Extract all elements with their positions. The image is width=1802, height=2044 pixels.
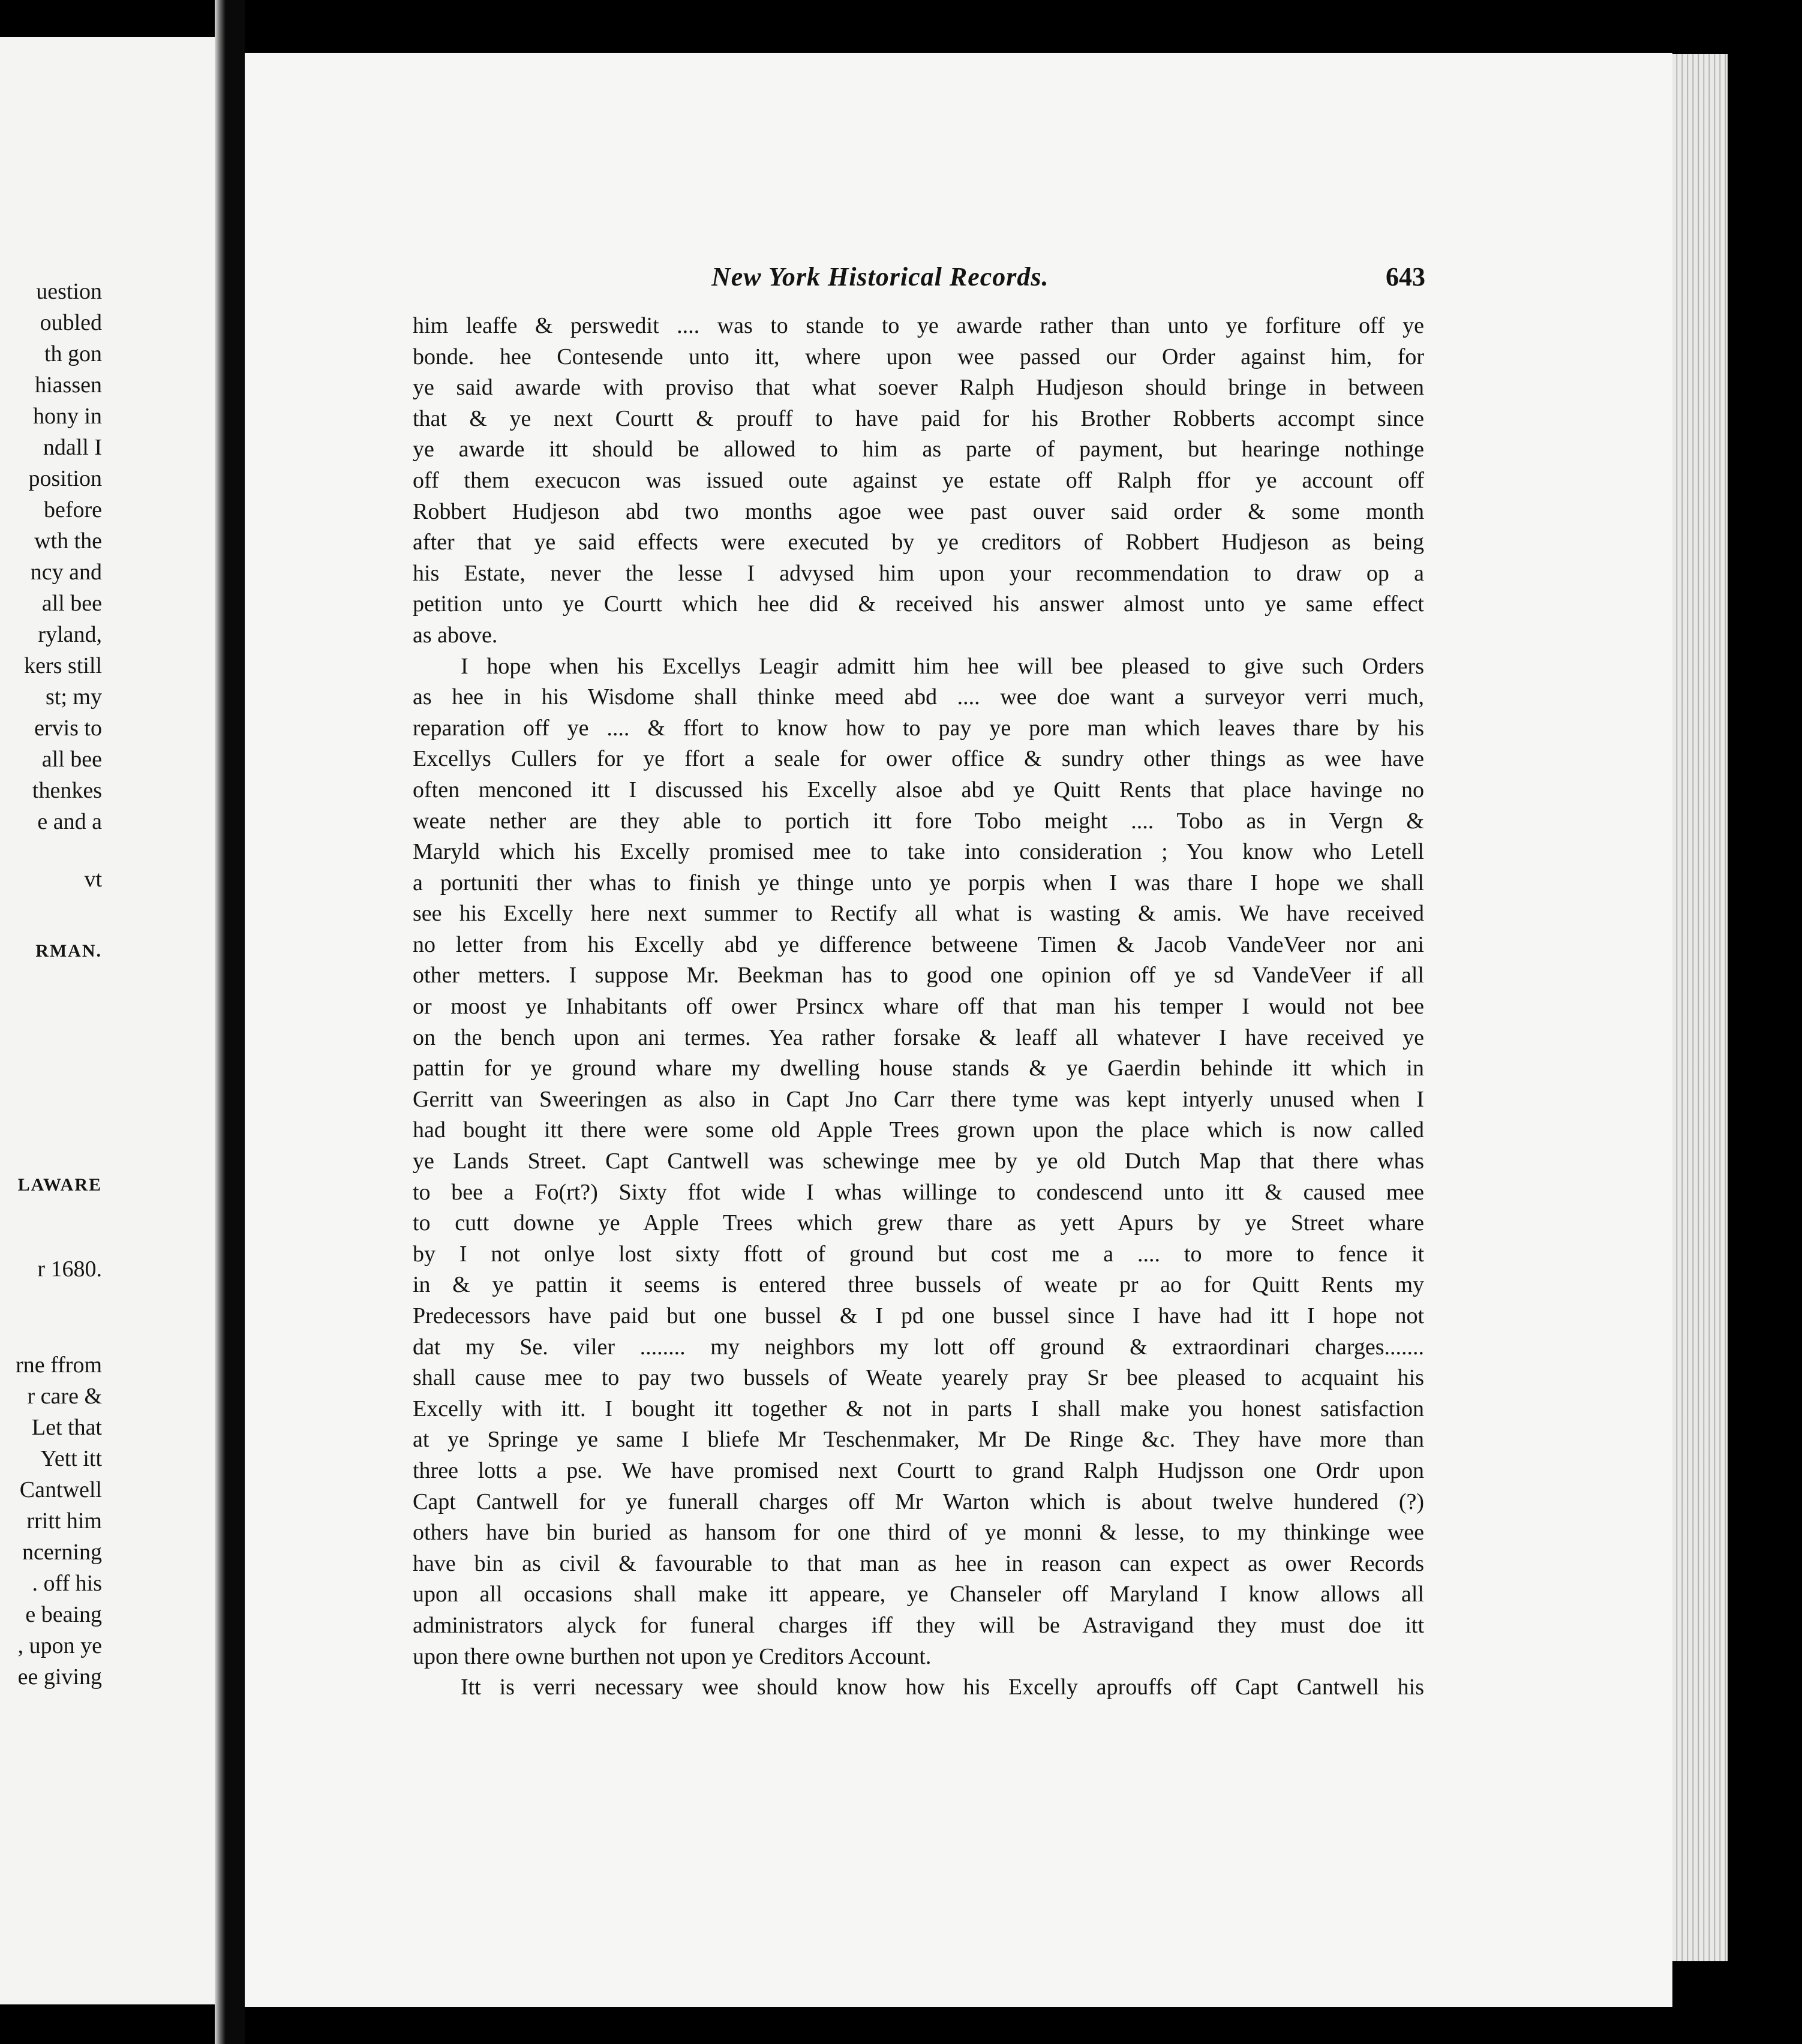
text-line: see his Excelly here next summer to Rectify all what is wasting & amis. We have received [413,901,1424,927]
text-line: dat my Se. viler ........ my neighbors my lott off ground & extraordinari charges....... [413,1334,1424,1360]
left-page-line: Yett itt [40,1446,102,1471]
left-page-line: before [43,497,102,522]
left-page-line: hony in [32,404,102,429]
body-text [413,311,1424,1703]
left-page-line: rritt him [26,1508,102,1534]
text-line: I hope when his Excellys Leagir admitt him hee will bee pleased to give such Orders [461,653,1424,679]
left-page-line: hiassen [35,372,102,398]
text-line: Itt is verri necessary wee should know how his Excelly aprouffs off Capt Cantwell his [461,1675,1424,1700]
text-line: in & ye pattin it seems is entered three bussels of weate pr ao for Quitt Rents my [413,1272,1424,1298]
left-page-line: ryland, [38,622,102,647]
text-line: other metters. I suppose Mr. Beekman has to good one opinion off ye sd VandeVeer if all [413,963,1424,988]
left-page-line: Cantwell [19,1477,102,1502]
text-line: after that ye said effects were executed by ye creditors of Robbert Hudjeson as being [413,530,1424,555]
left-page-line: ncy and [30,560,102,585]
left-page-line: e and a [37,809,102,834]
text-line: no letter from his Excelly abd ye difference betweene Timen & Jacob VandeVeer nor ani [413,931,1424,957]
left-page-line: . off his [32,1571,102,1596]
left-page-line: kers still [24,653,102,678]
text-line: at ye Springe ye same I bliefe Mr Teschenmaker, Mr De Ringe &c. They have more than [413,1427,1424,1453]
page-header [412,261,1425,297]
text-line: petition unto ye Courtt which hee did & received his answer almost unto ye same effect [413,591,1424,617]
left-page-line: oubled [40,310,102,335]
text-line: pattin for ye ground whare my dwelling house stands & ye Gaerdin behinde itt which in [413,1056,1424,1081]
text-line: to bee a Fo(rt?) Sixty ffot wide I whas willinge to condescend unto itt & caused mee [413,1179,1424,1205]
text-line: Excellys Cullers for ye ffort a seale for ower office & sundry other things as wee have [413,746,1424,772]
text-line: have bin as civil & favourable to that man as hee in reason can expect as ower Records [413,1550,1424,1576]
left-page-line: all bee [41,591,102,616]
left-page-line: wth the [34,528,102,554]
left-page-line: ervis to [34,716,102,741]
left-page-line: r care & [27,1384,102,1409]
page-edges [1672,54,1728,1961]
left-page-line: , upon ye [17,1633,102,1658]
text-line: Maryld which his Excelly promised mee to take into consideration ; You know who Letell [413,839,1424,865]
left-page-line: e beaing [25,1602,102,1627]
text-line: had bought itt there were some old Apple Trees grown upon the place which is now called [413,1117,1424,1143]
left-page-line: thenkes [32,778,102,803]
text-line: ye said awarde with proviso that what soever Ralph Hudjeson should bringe in between [413,375,1424,401]
left-page-line: st; my [46,684,102,710]
text-line: administrators alyck for funeral charges iff they will be Astravigand they must doe itt [413,1612,1424,1638]
text-line: Excelly with itt. I bought itt together & not in parts I shall make you honest satisfaction [413,1396,1424,1421]
left-page-line: ncerning [22,1540,102,1565]
text-line: Capt Cantwell for ye funerall charges off Mr Warton which is about twelve hundered (?) [413,1489,1424,1514]
book-gutter [215,0,245,2044]
text-line: ye Lands Street. Capt Cantwell was schewinge mee by ye old Dutch Map that there whas [413,1149,1424,1174]
left-facing-page [0,37,215,2004]
text-line: on the bench upon ani termes. Yea rather forsake & leaff all whatever I have received ye [413,1024,1424,1050]
page-number: 643 [1386,262,1425,291]
left-page-line: LAWARE [17,1175,102,1195]
text-line: as above. [413,622,498,648]
left-page-line: r 1680. [37,1257,102,1282]
left-page-line: ee giving [17,1664,102,1690]
text-line: a portuniti ther whas to finish ye thinge unto ye porpis when I was thare I hope we shall [413,870,1424,895]
text-line: off them execucon was issued oute against ye estate off Ralph ffor ye account off [413,467,1424,493]
text-line: upon all occasions shall make itt appeare, ye Chanseler off Maryland I know allows all [413,1582,1424,1607]
left-page-line: rne ffrom [16,1352,102,1378]
text-line: reparation off ye .... & ffort to know how to pay ye pore man which leaves thare by his [413,715,1424,741]
text-line: by I not onlye lost sixty ffott of ground but cost me a .... to more to fence it [413,1241,1424,1267]
left-page-line: ndall I [43,435,102,460]
text-line: upon there owne burthen not upon ye Creditors Account. [413,1643,932,1669]
left-page-line: all bee [41,747,102,772]
text-line: to cutt downe ye Apple Trees which grew thare as yett Apurs by ye Street whare [413,1210,1424,1236]
text-line: as hee in his Wisdome shall thinke meed abd .... wee doe want a surveyor verri much, [413,684,1424,710]
left-page-line: RMAN. [35,941,102,961]
text-line: Robbert Hudjeson abd two months agoe wee past ouver said order & some month [413,498,1424,524]
text-line: often menconed itt I discussed his Excelly alsoe abd ye Quitt Rents that place havinge no [413,777,1424,802]
left-page-line: position [28,466,102,491]
text-line: his Estate, never the lesse I advysed him upon your recommendation to draw op a [413,560,1424,586]
left-page-line: vt [84,867,102,892]
text-line: that & ye next Courtt & prouff to have paid for his Brother Robberts accompt since [413,405,1424,431]
text-line: shall cause mee to pay two bussels of Weate yearely pray Sr bee pleased to acquaint his [413,1365,1424,1391]
text-line: Predecessors have paid but one bussel & I pd one bussel since I have had itt I hope not [413,1303,1424,1328]
left-page-line: uestion [36,279,102,304]
text-line: or moost ye Inhabitants off ower Prsincx whare off that man his temper I would not bee [413,994,1424,1020]
left-page-line: Let that [31,1415,102,1440]
left-page-line: th gon [44,341,102,366]
text-line: Gerritt van Sweeringen as also in Capt Jno Carr there tyme was kept intyerly unused when I [413,1086,1424,1112]
text-line: others have bin buried as hansom for one third of ye monni & lesse, to my thinkinge wee [413,1520,1424,1546]
running-title: New York Historical Records. [711,262,1049,291]
text-line: ye awarde itt should be allowed to him as parte of payment, but hearinge nothinge [413,437,1424,462]
text-line: weate nether are they able to portich itt fore Tobo meight .... Tobo as in Vergn & [413,808,1424,834]
text-line: bonde. hee Contesende unto itt, where upon wee passed our Order against him, for [413,344,1424,369]
text-line: three lotts a pse. We have promised next Courtt to grand Ralph Hudjsson one Ordr upon [413,1457,1424,1483]
text-line: him leaffe & perswedit .... was to stande to ye awarde rather than unto ye forfiture off ye [413,313,1424,338]
